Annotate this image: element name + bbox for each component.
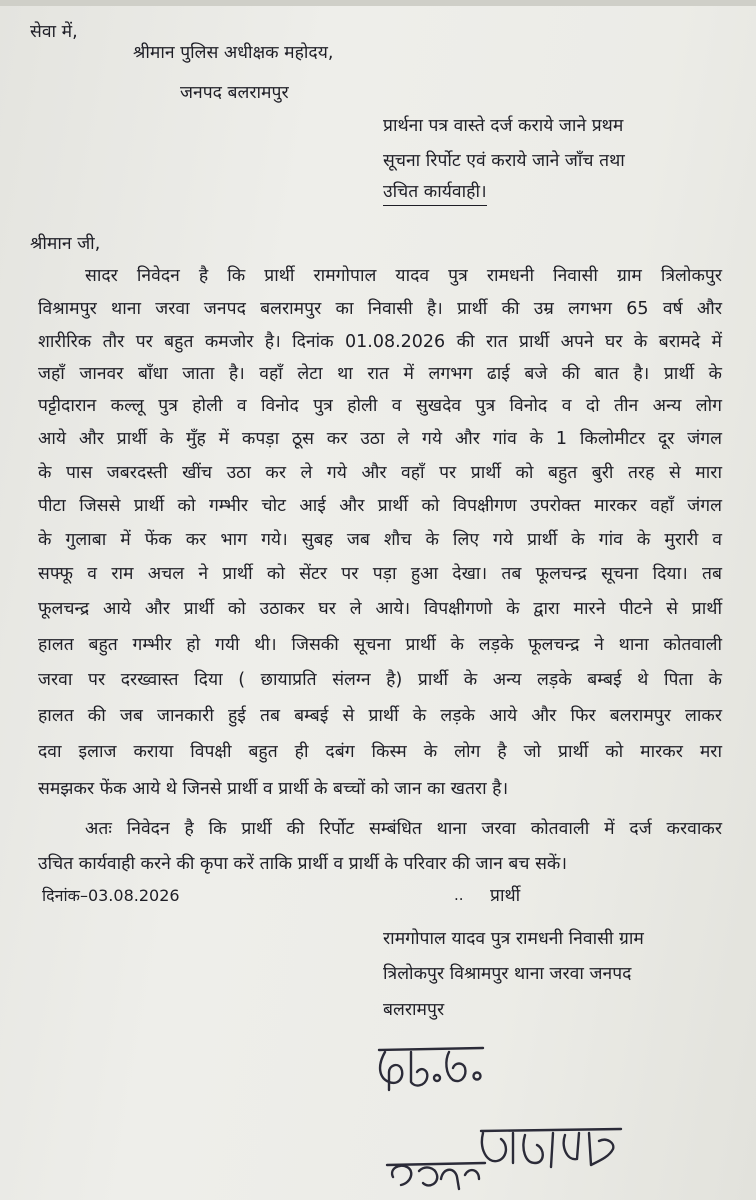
body-line: जरवा पर दरख्वास्त दिया ( छायाप्रति संलग्न है) प्रार्थी के अन्य लड़के बम्बई थे पिता के bbox=[38, 670, 722, 690]
salutation-to: सेवा में, bbox=[30, 22, 78, 42]
body-line: पीटा जिससे प्रार्थी को गम्भीर चोट आई और प्रार्थी को विपक्षीगण उपरोक्त मारकर वहाँ जंगल bbox=[38, 496, 722, 516]
paper-edge bbox=[0, 0, 756, 6]
body-line: सादर निवेदन है कि प्रार्थी रामगोपाल यादव पुत्र रामधनी निवासी ग्राम त्रिलोकपुर bbox=[85, 266, 722, 286]
body-line: हालत बहुत गम्भीर हो गयी थी। जिसकी सूचना प्रार्थी के लड़के फूलचन्द्र ने थाना कोतवाली bbox=[38, 635, 722, 655]
body-line: के गुलाबा में फेंक कर भाग गये। सुबह जब शौच के लिए गये प्रार्थी के गांव के मुरारी व bbox=[38, 530, 722, 550]
signatory-line-3: बलरामपुर bbox=[383, 1000, 445, 1020]
handwritten-mark bbox=[375, 1038, 495, 1098]
greeting: श्रीमान जी, bbox=[30, 234, 101, 254]
body-line: दवा इलाज कराया विपक्षी बहुत ही दबंग किस्म के लोग है जो प्रार्थी को मारकर मरा bbox=[38, 742, 722, 762]
subject-line-1: प्रार्थना पत्र वास्ते दर्ज कराये जाने प्रथम bbox=[383, 116, 624, 136]
handwritten-signature bbox=[385, 1105, 625, 1200]
body-line: फूलचन्द्र आये और प्रार्थी को उठाकर घर ले आये। विपक्षीगणो के द्वारा मारने पीटने से प्रार्थी bbox=[38, 599, 722, 619]
signatory-line-1: रामगोपाल यादव पुत्र रामधनी निवासी ग्राम bbox=[383, 929, 644, 949]
closing-line: उचित कार्यवाही करने की कृपा करें ताकि प्रार्थी व प्रार्थी के परिवार की जान बच सकें। bbox=[38, 854, 567, 874]
signatory-label: प्रार्थी bbox=[490, 886, 521, 906]
signature-dots: .. bbox=[454, 886, 464, 904]
body-line: हालत की जब जानकारी हुई तब बम्बई से प्रार्थी के लड़के आये और फिर बलरामपुर लाकर bbox=[38, 706, 722, 726]
body-line: विश्रामपुर थाना जरवा जनपद बलरामपुर का निवासी है। प्रार्थी की उम्र लगभग 65 वर्ष और bbox=[38, 299, 722, 319]
body-line: के पास जबरदस्ती खींच उठा कर ले गये और वहाँ पर प्रार्थी को बहुत बुरी तरह से मारा bbox=[38, 463, 722, 483]
body-line: पट्टीदारान कल्लू पुत्र होली व विनोद पुत्र होली व सुखदेव पुत्र विनोद व दो तीन अन्य लोग bbox=[38, 396, 722, 416]
body-line: समझकर फेंक आये थे जिनसे प्रार्थी व प्रार्थी के बच्चों को जान का खतरा है। bbox=[38, 779, 509, 799]
body-line: जहाँ जानवर बाँधा जाता है। वहाँ लेटा था रात में लगभग ढाई बजे की बात है। प्रार्थी के bbox=[38, 364, 722, 384]
addressee: श्रीमान पुलिस अधीक्षक महोदय, bbox=[133, 43, 334, 63]
subject-line-2: सूचना रिर्पोट एवं कराये जाने जाँच तथा bbox=[383, 151, 625, 171]
body-line: सफ्फू व राम अचल ने प्रार्थी को सेंटर पर पड़ा हुआ देखा। तब फूलचन्द्र सूचना दिया। तब bbox=[38, 564, 722, 584]
body-line: शारीरिक तौर पर बहुत कमजोर है। दिनांक 01.08.2026 की रात प्रार्थी अपने घर के बरामदे में bbox=[38, 332, 722, 352]
subject-line-3: उचित कार्यवाही। bbox=[383, 184, 487, 206]
district: जनपद बलरामपुर bbox=[180, 83, 289, 103]
signatory-line-2: त्रिलोकपुर विश्रामपुर थाना जरवा जनपद bbox=[383, 964, 632, 984]
body-line: आये और प्रार्थी के मुँह में कपड़ा ठूस कर उठा ले गये और गांव के 1 किलोमीटर दूर जंगल bbox=[38, 429, 722, 449]
date-label: दिनांक–03.08.2026 bbox=[42, 886, 180, 905]
closing-line: अतः निवेदन है कि प्रार्थी की रिर्पोट सम्बंधित थाना जरवा कोतवाली में दर्ज करवाकर bbox=[85, 819, 722, 839]
